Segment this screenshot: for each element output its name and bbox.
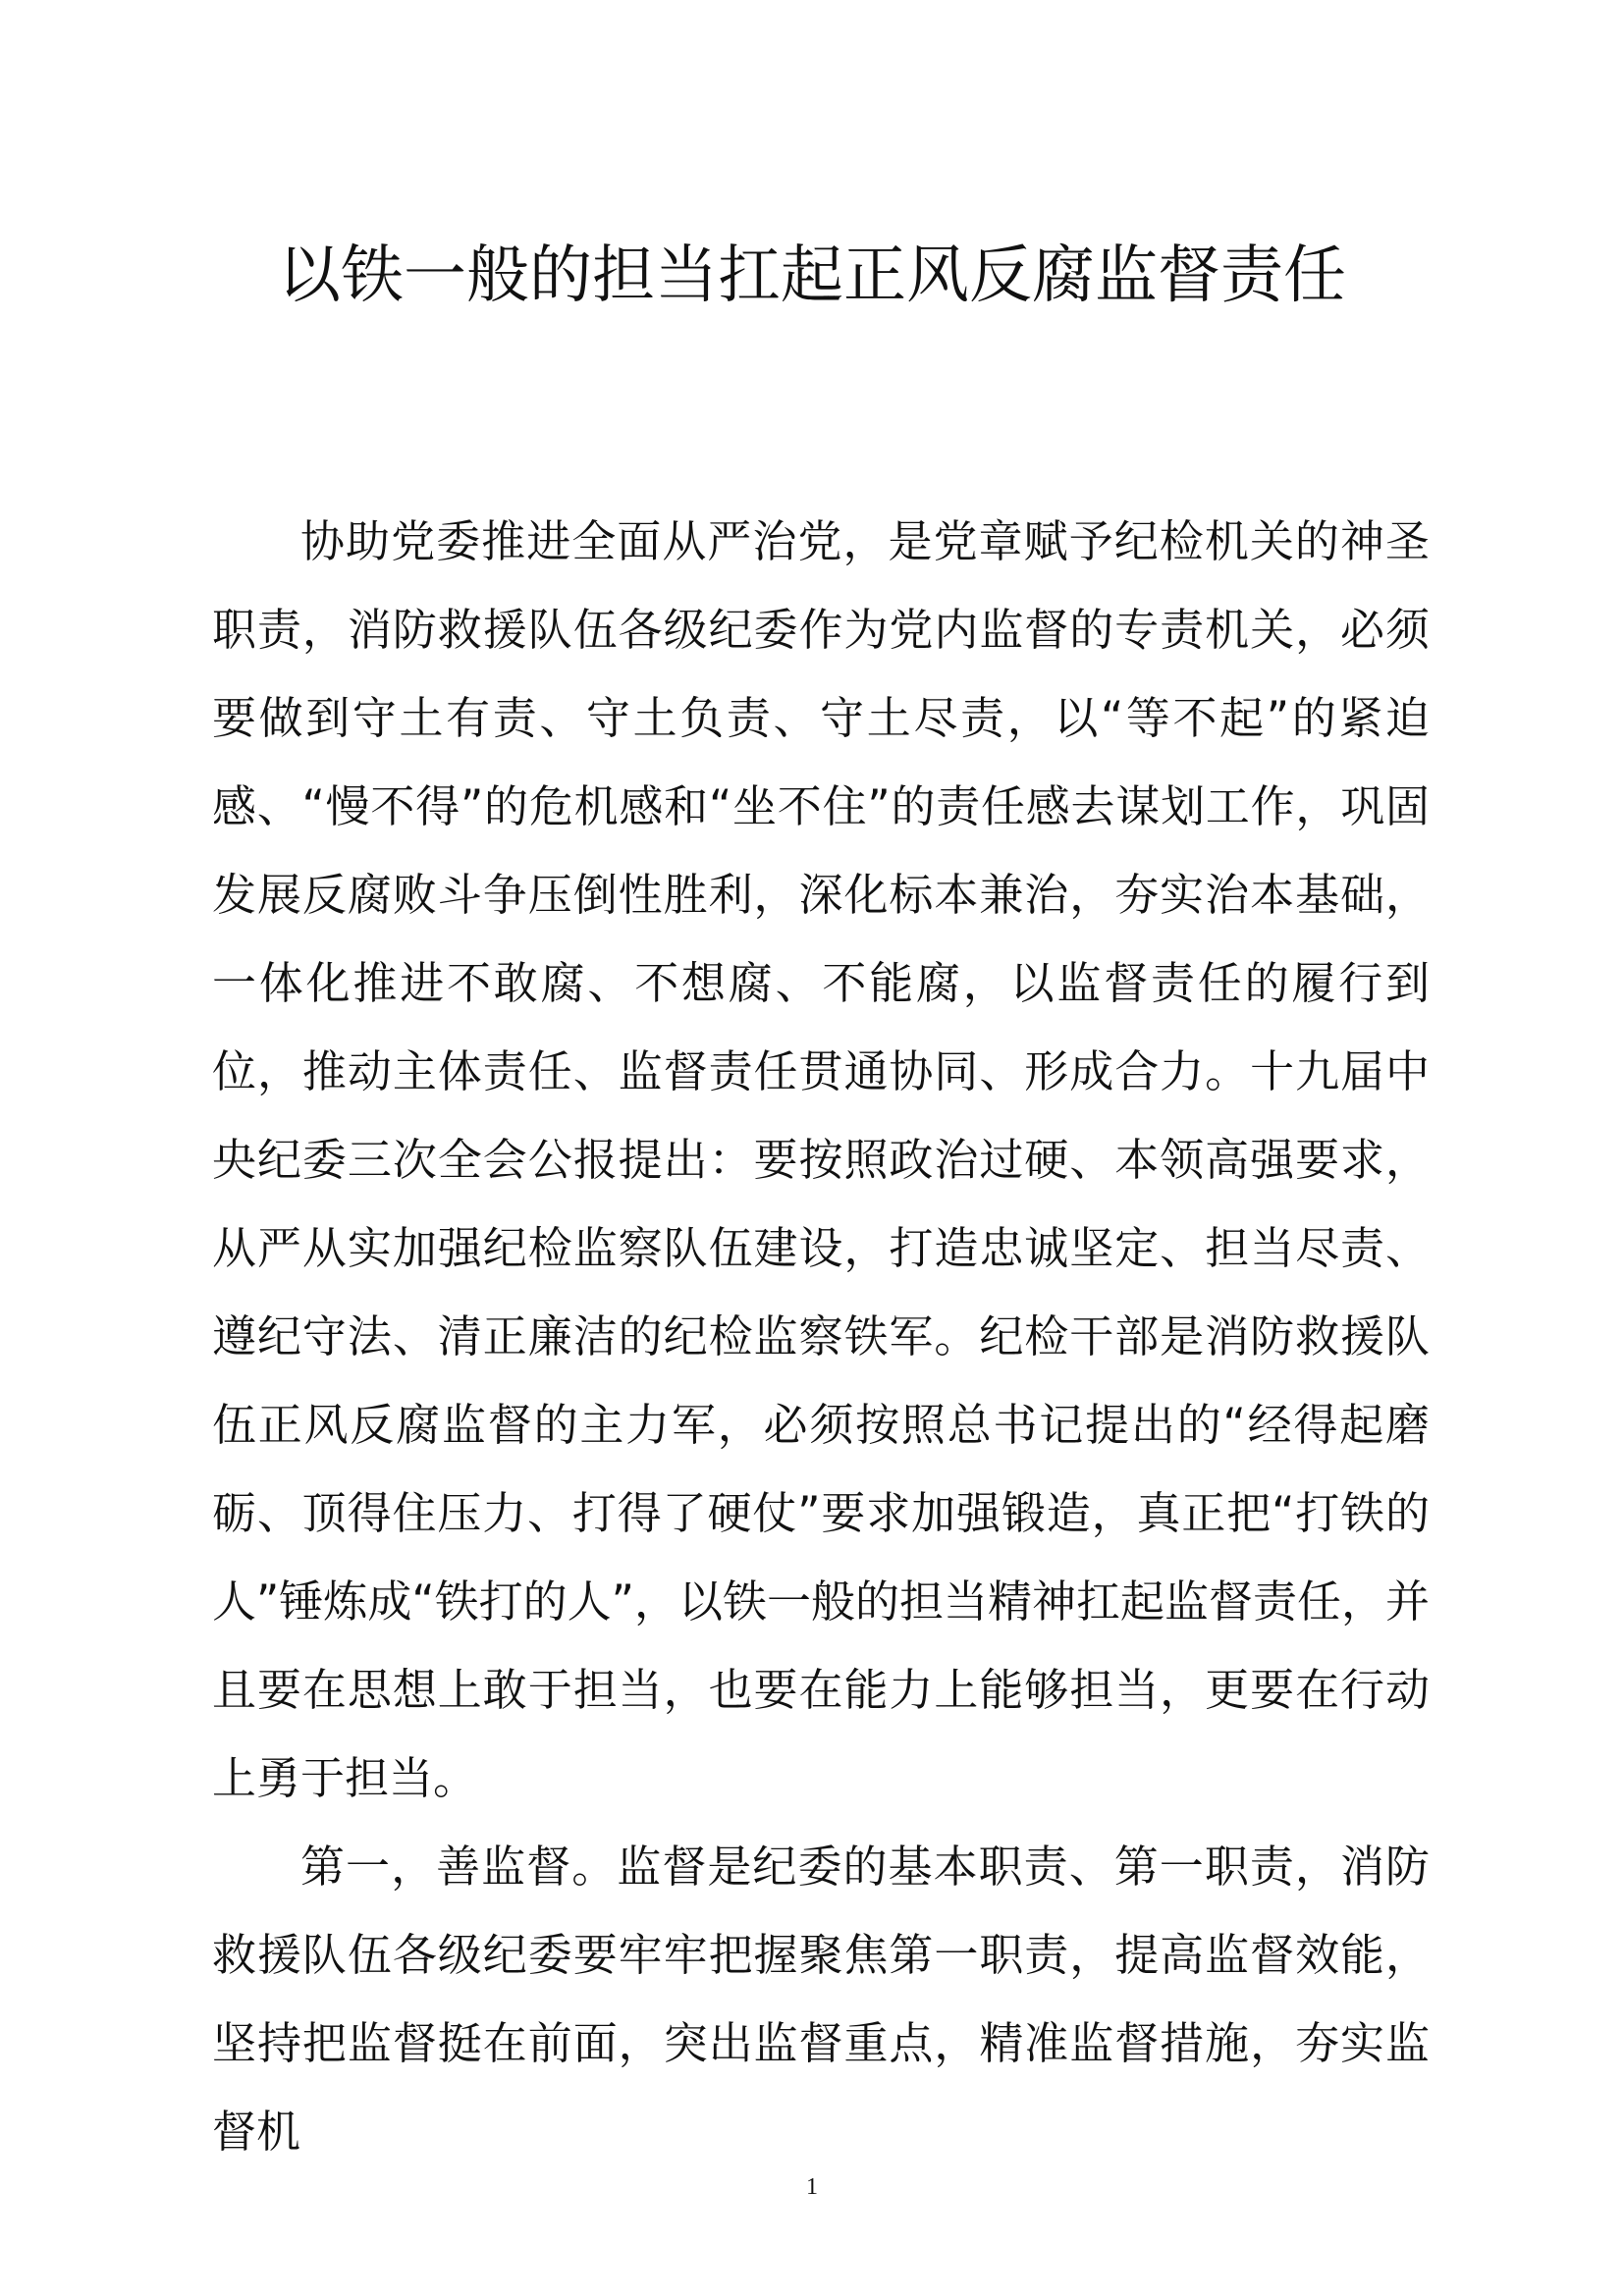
page-number: 1 <box>806 2174 818 2200</box>
paragraph-intro: 协助党委推进全面从严治党，是党章赋予纪检机关的神圣职责，消防救援队伍各级纪委作为党内监督的专责机关，必须要做到守土有责、守土负责、守土尽责，以“等不起”的紧迫感、“慢不得”的危机感和“坐不住”的责任感去谋划工作，巩固发展反腐败斗争压倒性胜利，深化标本兼治，夯实治本基础，一体化推进不敢腐、不想腐、不能腐，以监督责任的履行到位，推动主体责任、监督责任贯通协同、形成合力。十九届中央纪委三次全会公报提出：要按照政治过硬、本领高强要求，从严从实加强纪检监察队伍建设，打造忠诚坚定、担当尽责、遵纪守法、清正廉洁的纪检监察铁军。纪检干部是消防救援队伍正风反腐监督的主力军，必须按照总书记提出的“经得起磨砺、顶得住压力、打得了硬仗”要求加强锻造，真正把“打铁的人”锤炼成“铁打的人”，以铁一般的担当精神扛起监督责任，并且要在思想上敢于担当，也要在能力上能够担当，更要在行动上勇于担当。 <box>212 515 1430 1804</box>
document-title: 以铁一般的担当扛起正风反腐监督责任 <box>278 240 1346 312</box>
paragraph-first-point: 第一，善监督。监督是纪委的基本职责、第一职责，消防救援队伍各级纪委要牢牢把握聚焦第一职责，提高监督效能，坚持把监督挺在前面，突出监督重点，精准监督措施，夯实监督机 <box>212 1841 1430 2158</box>
document-body <box>212 498 1430 2176</box>
